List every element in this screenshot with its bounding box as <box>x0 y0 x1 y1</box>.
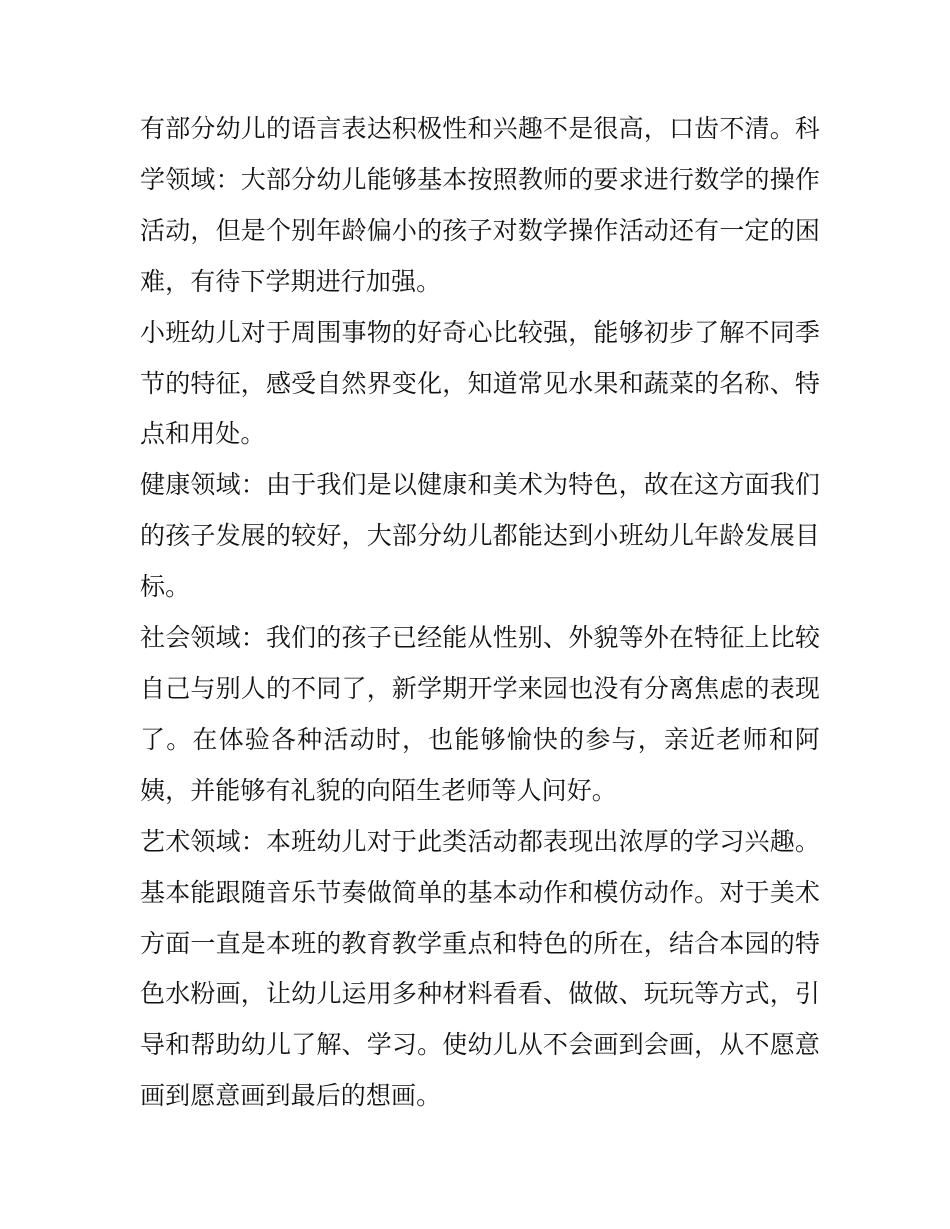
paragraph-curiosity: 小班幼儿对于周围事物的好奇心比较强，能够初步了解不同季节的特征，感受自然界变化，知道常见水果和蔬菜的名称、特点和用处。 <box>140 317 820 449</box>
paragraph-health: 健康领域：由于我们是以健康和美术为特色，故在这方面我们的孩子发展的较好，大部分幼儿都能达到小班幼儿年龄发展目标。 <box>140 470 820 602</box>
document-body <box>140 104 820 1122</box>
paragraph-social: 社会领域：我们的孩子已经能从性别、外貌等外在特征上比较自己与别人的不同了，新学期开学来园也没有分离焦虑的表现了。在体验各种活动时，也能够愉快的参与，亲近老师和阿姨，并能够有礼貌的向陌生老师等人问好。 <box>140 623 820 805</box>
paragraph-art: 艺术领域：本班幼儿对于此类活动都表现出浓厚的学习兴趣。基本能跟随音乐节奏做简单的基本动作和模仿动作。对于美术方面一直是本班的教育教学重点和特色的所在，结合本园的特色水粉画，让幼儿运用多种材料看看、做做、玩玩等方式，引导和帮助幼儿了解、学习。使幼儿从不会画到会画，从不愿意画到愿意画到最后的想画。 <box>140 826 820 1111</box>
paragraph-language-science: 有部分幼儿的语言表达积极性和兴趣不是很高，口齿不清。科学领域：大部分幼儿能够基本按照教师的要求进行数学的操作活动，但是个别年龄偏小的孩子对数学操作活动还有一定的困难，有待下学期进行加强。 <box>140 114 820 296</box>
